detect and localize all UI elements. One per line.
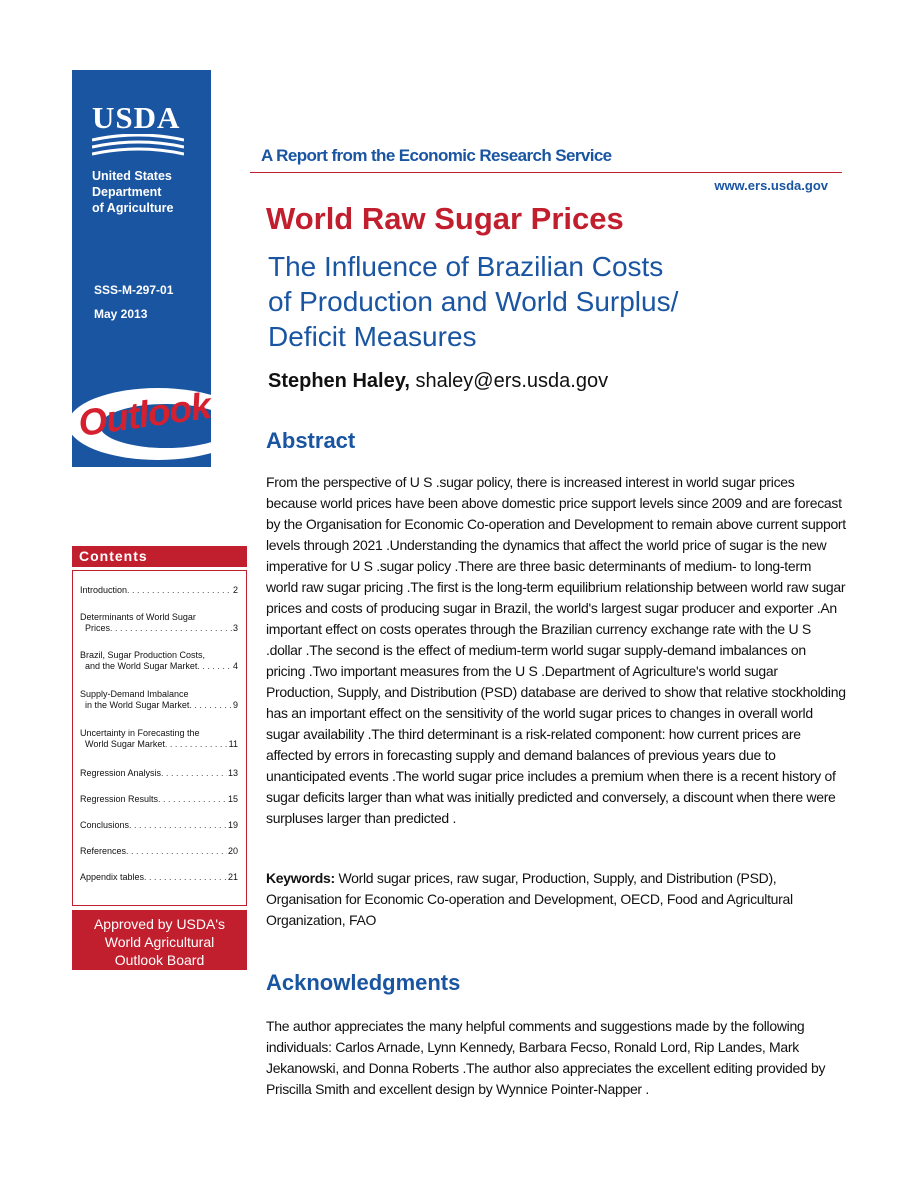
document-title: World Raw Sugar Prices bbox=[266, 201, 624, 236]
toc-item-label: Regression Results bbox=[80, 794, 159, 804]
toc-item-label: Introduction bbox=[80, 585, 128, 595]
toc-item-supply-demand[interactable] bbox=[80, 689, 238, 711]
table-of-contents bbox=[72, 570, 247, 906]
toc-page-number: 20 bbox=[227, 846, 238, 856]
toc-item-label: Supply-Demand Imbalance bbox=[80, 689, 189, 699]
toc-page-number: 4 bbox=[232, 661, 238, 671]
toc-item-appendix-tables[interactable] bbox=[80, 872, 238, 883]
author-email[interactable]: shaley@ers.usda.gov bbox=[415, 370, 609, 392]
toc-item-references[interactable] bbox=[80, 846, 238, 857]
toc-item-label: Determinants of World Sugar bbox=[80, 612, 196, 622]
toc-item-regression-analysis[interactable] bbox=[80, 768, 238, 779]
usda-logo bbox=[92, 100, 192, 160]
toc-page-number: 21 bbox=[227, 872, 238, 882]
acknowledgments-heading: Acknowledgments bbox=[266, 970, 461, 995]
author-line bbox=[268, 370, 608, 393]
toc-item-regression-results[interactable] bbox=[80, 794, 238, 805]
toc-item-label: Brazil, Sugar Production Costs, bbox=[80, 650, 206, 660]
header-divider bbox=[250, 172, 842, 173]
abstract-heading: Abstract bbox=[266, 428, 356, 453]
subtitle-line: Deficit Measures bbox=[268, 321, 477, 352]
toc-page-number: 11 bbox=[228, 739, 238, 749]
subtitle-line: The Influence of Brazilian Costs bbox=[268, 251, 664, 282]
approved-line: Approved by USDA's bbox=[93, 916, 226, 932]
keywords-text: World sugar prices, raw sugar, Production, Supply, and Distribution (PSD), Organisation for Economic Co-operation and Development, OECD, Food and Agricultural Organization, FAO bbox=[266, 870, 793, 928]
subtitle-line: of Production and World Surplus/ bbox=[268, 286, 679, 317]
toc-item-label: Conclusions bbox=[80, 820, 130, 830]
toc-item-label: Prices bbox=[85, 623, 111, 633]
outlook-logo-text: Outlook bbox=[75, 384, 213, 445]
toc-item-uncertainty[interactable] bbox=[80, 728, 238, 750]
toc-item-label: References bbox=[80, 846, 127, 856]
department-line: Department bbox=[92, 185, 162, 199]
toc-item-label: and the World Sugar Market bbox=[85, 661, 198, 671]
department-name bbox=[92, 168, 212, 216]
toc-page-number: 13 bbox=[227, 768, 238, 778]
usda-logo-text: USDA bbox=[92, 100, 181, 135]
toc-item-determinants[interactable] bbox=[80, 612, 238, 634]
usda-logo-mark-icon bbox=[92, 134, 184, 158]
department-line: United States bbox=[92, 169, 172, 183]
report-date: May 2013 bbox=[94, 307, 148, 321]
department-line: of Agriculture bbox=[92, 201, 174, 215]
approved-line: Outlook Board bbox=[114, 952, 205, 968]
website-link[interactable]: www.ers.usda.gov bbox=[714, 178, 828, 193]
toc-item-brazil[interactable] bbox=[80, 650, 238, 672]
approved-line: World Agricultural bbox=[104, 934, 215, 950]
usda-banner bbox=[72, 70, 211, 467]
toc-item-label: Appendix tables bbox=[80, 872, 145, 882]
toc-page-number: 3 bbox=[232, 623, 238, 633]
toc-item-introduction[interactable] bbox=[80, 585, 238, 596]
report-number: SSS-M-297-01 bbox=[94, 283, 174, 297]
keywords-label: Keywords: bbox=[266, 870, 335, 886]
outlook-logo bbox=[72, 380, 211, 465]
toc-item-conclusions[interactable] bbox=[80, 820, 238, 831]
toc-item-label: Regression Analysis bbox=[80, 768, 162, 778]
report-series-line: A Report from the Economic Research Service bbox=[261, 146, 612, 165]
toc-page-number: 9 bbox=[232, 700, 238, 710]
author-name: Stephen Haley, bbox=[268, 370, 410, 392]
toc-page-number: 15 bbox=[227, 794, 238, 804]
toc-item-label: in the World Sugar Market bbox=[85, 700, 190, 710]
acknowledgments-text: The author appreciates the many helpful comments and suggestions made by the following individuals: Carlos Arnade, Lynn Kennedy, Barbara Fecso, Ronald Lord, Rip Landes, Mark Jekanowski, and Donna Roberts .The author also appreciates the excellent editing provided by Priscilla Smith and excellent design by Wynnice Pointer-Napper . bbox=[266, 1018, 826, 1097]
toc-page-number: 19 bbox=[227, 820, 238, 830]
contents-header: Contents bbox=[72, 546, 247, 567]
toc-item-label: World Sugar Market bbox=[85, 739, 165, 749]
approved-box bbox=[72, 910, 247, 970]
keywords-paragraph bbox=[266, 868, 846, 931]
toc-item-label: Uncertainty in Forecasting the bbox=[80, 728, 200, 738]
toc-page-number: 2 bbox=[232, 585, 238, 595]
abstract-text: From the perspective of U S .sugar policy, there is increased interest in world sugar prices because world prices have been above domestic price support levels since 2009 and are forecast by the Organisation for Economic Co-operation and Development to remain above current support levels through 2021 .Understanding the dynamics that affect the world price of sugar is the new imperative for U S .sugar policy .There are three basic determinants of medium- to long-term world raw sugar pricing .The first is the long-term equilibrium relationship between world raw sugar prices and costs of producing sugar in Brazil, the world's largest sugar producer and exporter .An important effect on costs operates through the Brazilian currency exchange rate with the U S .dollar .The second is the effect of medium-term world sugar supply-demand imbalances on pricing .Two important measures from the U S .Department of Agriculture's world sugar Production, Supply, and Distribution (PSD) database are derived to show that relative stockholding has an important effect on the sensitivity of the world sugar prices to changes in overall world sugar availability .The third determinant is a risk-related component: how current prices are affected by errors in forecasting supply and demand balances of previous years due to unanticipated events .The world sugar price includes a premium when there is a recent history of sugar deficits larger than what was initially predicted and conversely, a discount when there were surpluses larger than predicted . bbox=[266, 474, 846, 826]
document-subtitle bbox=[268, 249, 788, 354]
